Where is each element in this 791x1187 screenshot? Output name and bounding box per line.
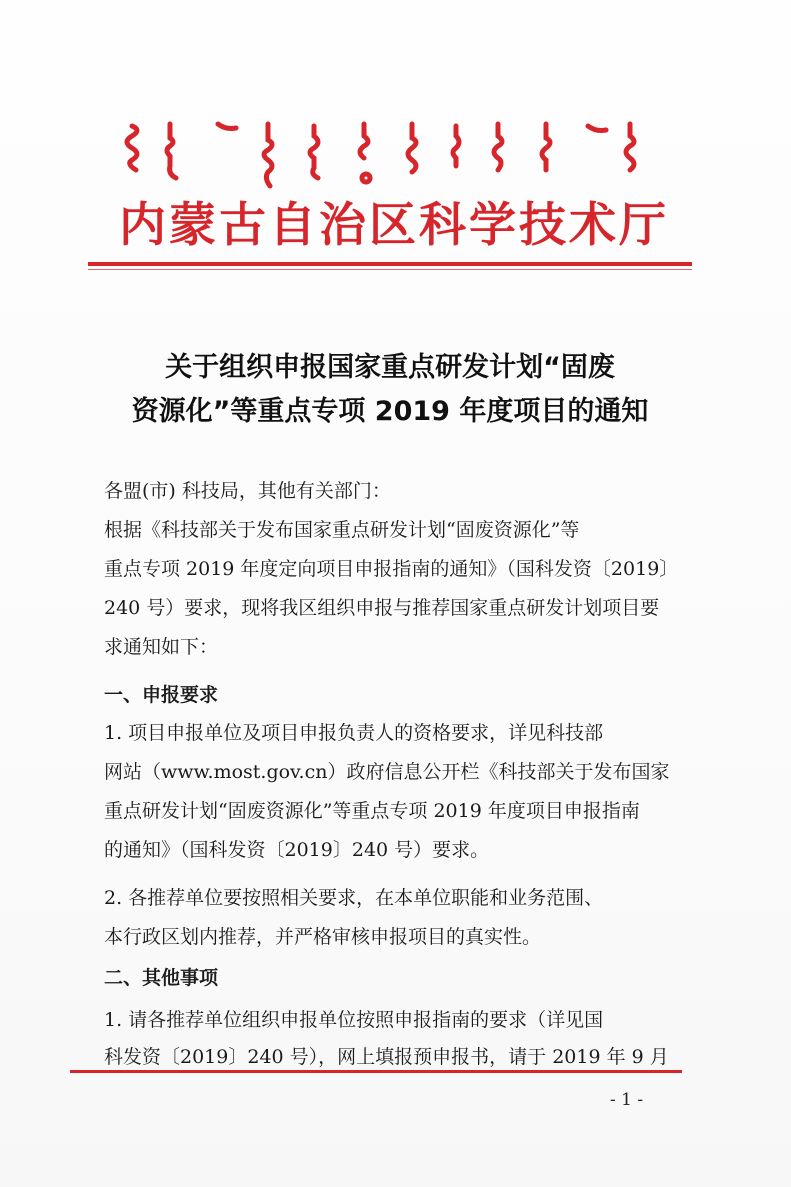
body-paragraph-line: 网站（www.most.gov.cn）政府信息公开栏《科技部关于发布国家 bbox=[104, 761, 670, 783]
body-paragraph-line: 根据《科技部关于发布国家重点研发计划“固废资源化”等 bbox=[104, 519, 580, 541]
body-paragraph-line: 本行政区划内推荐，并严格审核申报项目的真实性。 bbox=[104, 926, 542, 948]
agency-name: 内蒙古自治区科学技术厅 bbox=[119, 198, 669, 253]
body-paragraph-line: 1. 项目申报单位及项目申报负责人的资格要求，详见科技部 bbox=[104, 722, 604, 744]
section-heading-1: 一、申报要求 bbox=[104, 684, 219, 706]
mongolian-letterhead-icon bbox=[118, 118, 658, 190]
letterhead-divider bbox=[88, 262, 692, 266]
body-paragraph-line: 240 号）要求，现将我区组织申报与推荐国家重点研发计划项目要 bbox=[104, 597, 660, 619]
letterhead-divider-thin bbox=[88, 269, 692, 270]
body-paragraph-line: 重点专项 2019 年度定向项目申报指南的通知》（国科发资〔2019〕 bbox=[104, 558, 679, 580]
title-line-1: 关于组织申报国家重点研发计划“固废 bbox=[165, 352, 615, 383]
title-line-2: 资源化”等重点专项 2019 年度项目的通知 bbox=[131, 396, 649, 427]
body-paragraph-line: 1. 请各推荐单位组织申报单位按照申报指南的要求（详见国 bbox=[104, 1009, 604, 1031]
salutation: 各盟(市) 科技局，其他有关部门： bbox=[104, 480, 391, 502]
body-paragraph-line: 2. 各推荐单位要按照相关要求，在本单位职能和业务范围、 bbox=[104, 887, 604, 909]
footer-divider bbox=[70, 1070, 682, 1073]
body-paragraph-line: 科发资〔2019〕240 号），网上填报预申报书，请于 2019 年 9 月 bbox=[104, 1046, 669, 1068]
page-number: - 1 - bbox=[610, 1090, 644, 1110]
body-paragraph-line: 求通知如下： bbox=[104, 636, 219, 658]
body-paragraph-line: 重点研发计划“固废资源化”等重点专项 2019 年度项目申报指南 bbox=[104, 800, 640, 822]
document-title bbox=[88, 346, 692, 434]
section-heading-2: 二、其他事项 bbox=[104, 967, 219, 989]
body-paragraph-line: 的通知》（国科发资〔2019〕240 号）要求。 bbox=[104, 839, 490, 861]
